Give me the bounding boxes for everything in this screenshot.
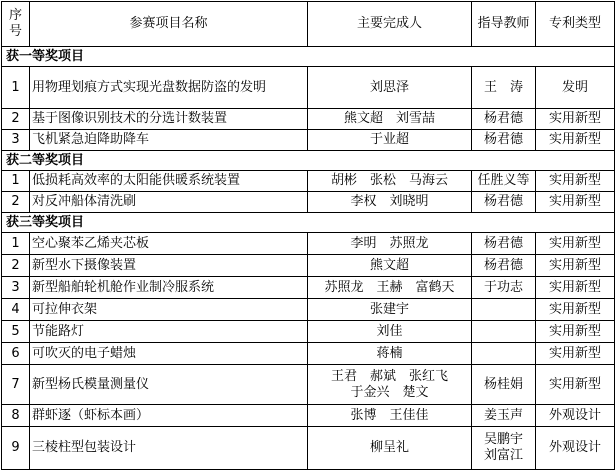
main-people: 张建宇: [308, 299, 472, 321]
header-name: 参赛项目名称: [30, 2, 308, 47]
patent-type: 实用新型: [536, 365, 615, 405]
table-row: [2, 427, 615, 470]
project-name: 空心聚苯乙烯夹芯板: [30, 233, 308, 255]
table-row: [2, 192, 615, 213]
teacher-line: 吴鹏宇: [483, 432, 523, 447]
main-people: 胡彬 张松 马海云: [308, 171, 472, 192]
row-no: 2: [2, 255, 30, 277]
table-row: [2, 321, 615, 343]
teacher: 姜玉声: [472, 405, 536, 427]
section-row-first-prize: [2, 47, 615, 67]
row-no: 1: [2, 171, 30, 192]
patent-type: 实用新型: [536, 321, 615, 343]
patent-type: 实用新型: [536, 192, 615, 213]
header-no: 序号: [2, 2, 30, 47]
main-people-line: 于金兴 楚文: [350, 384, 429, 400]
table-row: [2, 255, 615, 277]
main-people: 苏照龙 王赫 富鹤天: [308, 277, 472, 299]
patent-type: 实用新型: [536, 299, 615, 321]
patent-type: 实用新型: [536, 233, 615, 255]
teacher: 杨君德: [472, 109, 536, 130]
teacher: 杨君德: [472, 130, 536, 151]
row-no: 6: [2, 343, 30, 365]
section-row-second-prize: [2, 151, 615, 171]
teacher: 于功志: [472, 277, 536, 299]
main-people: 柳呈礼: [308, 427, 472, 470]
table-row: [2, 67, 615, 109]
main-people: 蒋楠: [308, 343, 472, 365]
teacher: [472, 427, 536, 470]
project-name: 新型船舶轮机舱作业制冷服系统: [30, 277, 308, 299]
project-name: 节能路灯: [30, 321, 308, 343]
row-no: 1: [2, 233, 30, 255]
teacher: [472, 321, 536, 343]
teacher: 杨桂娟: [472, 365, 536, 405]
section-title: 获二等奖项目: [2, 151, 615, 171]
table-row: [2, 277, 615, 299]
section-title: 获三等奖项目: [2, 213, 615, 233]
table-row: [2, 405, 615, 427]
row-no: 4: [2, 299, 30, 321]
teacher: 杨君德: [472, 192, 536, 213]
row-no: 3: [2, 277, 30, 299]
row-no: 2: [2, 192, 30, 213]
main-people: 李明 苏照龙: [308, 233, 472, 255]
teacher: 杨君德: [472, 255, 536, 277]
row-no: 7: [2, 365, 30, 405]
table-row: [2, 171, 615, 192]
project-name: 基于图像识别技术的分选计数装置: [30, 109, 308, 130]
table-row: [2, 233, 615, 255]
patent-type: 实用新型: [536, 130, 615, 151]
main-people: 李权 刘晓明: [308, 192, 472, 213]
main-people: 刘佳: [308, 321, 472, 343]
project-name: 可吹灭的电子蜡烛: [30, 343, 308, 365]
main-people: 张博 王佳佳: [308, 405, 472, 427]
project-name: 三棱柱型包装设计: [30, 427, 308, 470]
row-no: 1: [2, 67, 30, 109]
header-people: 主要完成人: [308, 2, 472, 47]
patent-type: 实用新型: [536, 343, 615, 365]
table-row: [2, 109, 615, 130]
project-name: 新型杨氏模量测量仪: [30, 365, 308, 405]
project-name: 低损耗高效率的太阳能供暖系统装置: [30, 171, 308, 192]
header-row: [2, 2, 615, 47]
patent-type: 外观设计: [536, 427, 615, 470]
teacher: 王 涛: [472, 67, 536, 109]
table-row: [2, 130, 615, 151]
project-name: 群虾逐（虾标本画）: [30, 405, 308, 427]
table-row: [2, 343, 615, 365]
row-no: 2: [2, 109, 30, 130]
patent-type: 实用新型: [536, 277, 615, 299]
main-people: 熊文超: [308, 255, 472, 277]
patent-type: 实用新型: [536, 109, 615, 130]
project-name: 可拉伸衣架: [30, 299, 308, 321]
header-type: 专利类型: [536, 2, 615, 47]
project-name: 对反冲船体清洗刷: [30, 192, 308, 213]
teacher: 杨君德: [472, 233, 536, 255]
teacher-line: 刘富江: [483, 448, 523, 463]
row-no: 3: [2, 130, 30, 151]
row-no: 9: [2, 427, 30, 470]
patent-type: 实用新型: [536, 171, 615, 192]
teacher: [472, 343, 536, 365]
patent-type: 实用新型: [536, 255, 615, 277]
teacher: [472, 299, 536, 321]
main-people: [308, 365, 472, 405]
project-name: 飞机紧急迫降助降车: [30, 130, 308, 151]
main-people: 于业超: [308, 130, 472, 151]
project-name: 新型水下摄像装置: [30, 255, 308, 277]
main-people: 熊文超 刘雪喆: [308, 109, 472, 130]
patent-type: 外观设计: [536, 405, 615, 427]
header-teacher: 指导教师: [472, 2, 536, 47]
main-people: 刘思泽: [308, 67, 472, 109]
section-title: 获一等奖项目: [2, 47, 615, 67]
section-row-third-prize: [2, 213, 615, 233]
row-no: 8: [2, 405, 30, 427]
table-row: [2, 299, 615, 321]
main-people-line: 王君 郝斌 张红飞: [330, 368, 448, 384]
project-name: 用物理划痕方式实现光盘数据防盗的发明: [30, 67, 308, 109]
patent-type: 发明: [536, 67, 615, 109]
table-row: [2, 365, 615, 405]
teacher: 任胜义等: [472, 171, 536, 192]
row-no: 5: [2, 321, 30, 343]
award-table: [1, 1, 615, 470]
